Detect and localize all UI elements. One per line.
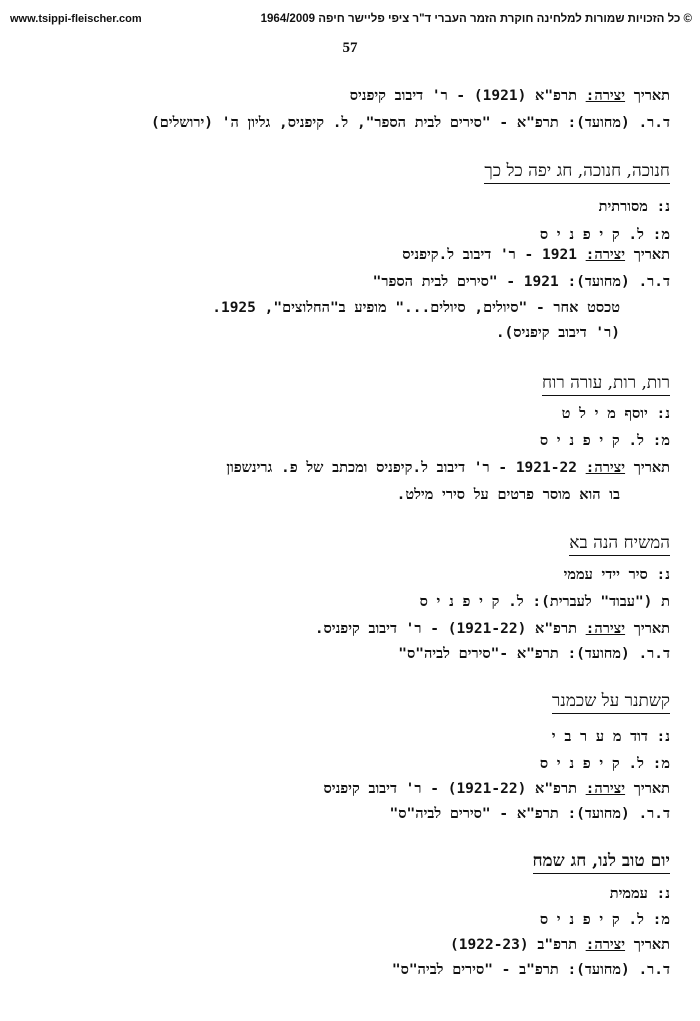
note-line: בו הוא מוסר פרטים על סירי מילט. bbox=[396, 487, 620, 503]
section-title: חנוכה, חנוכה, חג יפה כל כך bbox=[484, 160, 670, 184]
translator-line: ת ("עבוד" לעברית): ל. ק י פ נ י ס bbox=[419, 594, 670, 610]
section-title: קשתנר על שכמנר bbox=[552, 690, 670, 714]
date-line: תאריך יצירה: תרפ"א (1921-22) - ר' דיבוב קיפניס bbox=[323, 781, 670, 797]
note-line: (ר' דיבוב קיפניס). bbox=[495, 325, 620, 341]
composer-line: מ: ל. ק י פ נ י ס bbox=[539, 912, 670, 928]
composer-line: מ: ל. ק י פ נ י ס bbox=[539, 756, 670, 772]
dr-line: ד.ר. (מחועד): 1921 - "סירים לבית הספר" bbox=[372, 274, 670, 290]
lyricist-line: נ: סיר יידי עממי bbox=[563, 567, 670, 583]
lyricist-line: נ: מסורתית bbox=[598, 199, 670, 215]
dr-line: ד.ר. (מחועד): תרפ"א -"סירים לביה"ס" bbox=[398, 646, 670, 662]
composer-line: מ: ל. ק י פ נ י ס bbox=[539, 433, 670, 449]
date-line: תאריך יצירה: תרפ"ב (1922-23) bbox=[450, 937, 670, 953]
date-line: תאריך יצירה: 1921-22 - ר' דיבוב ל.קיפניס ומכתב של פ. גרינשפון bbox=[226, 460, 670, 476]
section-title: רות, רות, עורה רוח bbox=[542, 372, 670, 396]
note-line: טכסט אחר - "סיולים, סיולים..." מופיע ב"החלוצים", 1925. bbox=[212, 300, 620, 316]
lyricist-line: נ: עממית bbox=[609, 886, 670, 902]
page-number: 57 bbox=[342, 40, 358, 56]
lyricist-line: נ: דוד מ ע ר ב י bbox=[551, 729, 670, 745]
section-title: יום טוב לנו, חג שמח bbox=[533, 850, 671, 874]
lyricist-line: נ: יוסף מ י ל ט bbox=[561, 406, 670, 422]
date-line: תאריך יצירה: 1921 - ר' דיבוב ל.קיפניס bbox=[402, 247, 670, 263]
top-dr-line: ד.ר. (מחועד): תרפ"א - "סירים לבית הספר", ל. קיפניס, גליון ה' (ירושלים) bbox=[151, 115, 670, 131]
section-title: המשיח הנה בא bbox=[569, 532, 670, 556]
website-url: www.tsippi-fleischer.com bbox=[10, 13, 142, 25]
dr-line: ד.ר. (מחועד): תרפ"ב - "סירים לביה"ס" bbox=[391, 962, 670, 978]
top-date-line: תאריך יצירה: תרפ"א (1921) - ר' דיבוב קיפניס bbox=[349, 88, 670, 104]
copyright-notice: © כל הזכויות שמורות למלחינה חוקרת הזמר העברי ד"ר ציפי פליישר חיפה 1964/2009 bbox=[260, 13, 692, 25]
date-line: תאריך יצירה: תרפ"א (1921-22) - ר' דיבוב קיפניס. bbox=[314, 621, 670, 637]
dr-line: ד.ר. (מחועד): תרפ"א - "סירים לביה"ס" bbox=[389, 806, 670, 822]
composer-line: מ: ל. ק י פ נ י ס bbox=[539, 227, 670, 243]
